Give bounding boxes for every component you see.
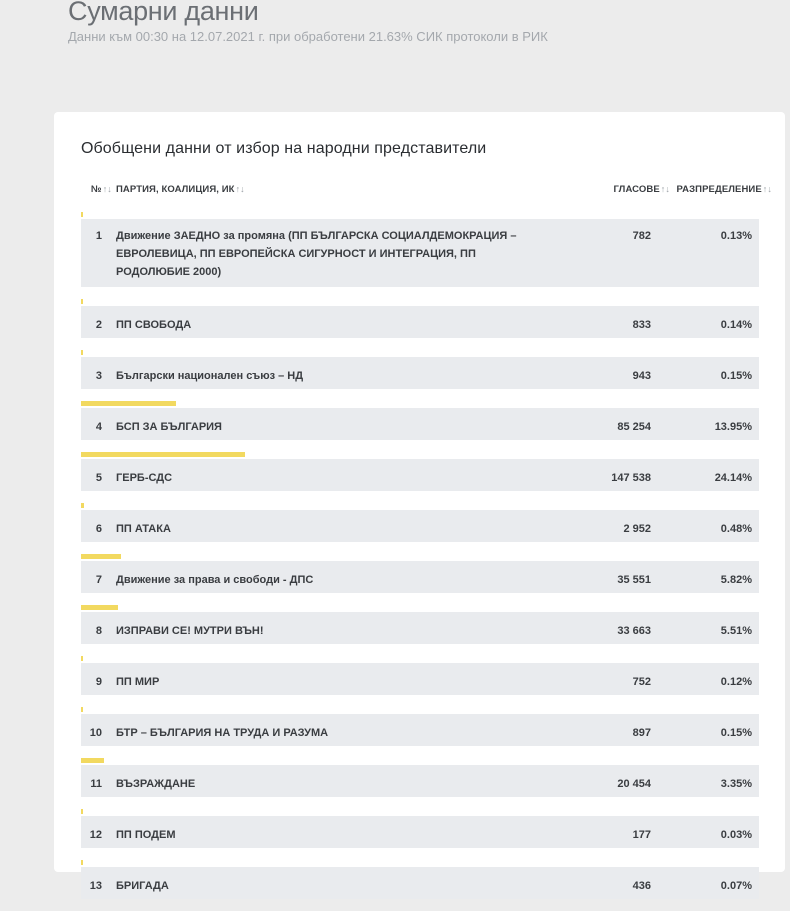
table-row: [81, 554, 759, 593]
table-row: [81, 452, 759, 491]
table-row: [81, 503, 759, 542]
sort-icon[interactable]: ↑↓: [235, 184, 245, 194]
votes-count: 20 454: [617, 778, 651, 790]
share-bar: [81, 758, 104, 763]
page-subtitle: Данни към 00:30 на 12.07.2021 г. при обработени 21.63% СИК протоколи в РИК: [68, 29, 548, 44]
column-header-party[interactable]: ПАРТИЯ, КОАЛИЦИЯ, ИК↑↓: [116, 184, 245, 195]
row-body: [81, 408, 759, 440]
votes-count: 833: [632, 319, 651, 331]
row-body: [81, 561, 759, 593]
row-number: 2: [95, 319, 102, 331]
table-row: [81, 605, 759, 644]
vote-share: 24.14%: [714, 472, 752, 484]
table-header: [81, 184, 772, 200]
vote-share: 5.51%: [720, 625, 752, 637]
party-name: БРИГАДА: [116, 880, 169, 892]
vote-share: 5.82%: [720, 574, 752, 586]
votes-count: 147 538: [611, 472, 651, 484]
row-number: 8: [95, 625, 102, 637]
share-bar: [81, 299, 83, 304]
row-number: 3: [95, 370, 102, 382]
vote-share: 13.95%: [714, 421, 752, 433]
row-body: [81, 765, 759, 797]
vote-share: 0.15%: [720, 727, 752, 739]
row-body: [81, 714, 759, 746]
party-name: Движение ЗАЕДНО за промяна (ПП БЪЛГАРСКА СОЦИАЛДЕМОКРАЦИЯ – ЕВРОЛЕВИЦА, ПП ЕВРОПЕЙСКА СИГУРНОСТ И ИНТЕГРАЦИЯ, ПП РОДОЛЮБИЕ 2000): [116, 230, 517, 278]
votes-count: 2 952: [623, 523, 651, 535]
share-bar: [81, 860, 83, 865]
share-bar: [81, 809, 83, 814]
row-number: 6: [95, 523, 102, 535]
row-body: [81, 306, 759, 338]
votes-count: 782: [632, 230, 651, 242]
share-bar: [81, 656, 83, 661]
vote-share: 0.15%: [720, 370, 752, 382]
share-bar: [81, 212, 83, 217]
party-name: Движение за права и свободи - ДПС: [116, 574, 314, 586]
table-row: [81, 401, 759, 440]
party-name: БСП ЗА БЪЛГАРИЯ: [116, 421, 222, 433]
card-title: Обобщени данни от избор на народни представители: [81, 140, 487, 157]
votes-count: 85 254: [617, 421, 651, 433]
vote-share: 0.48%: [720, 523, 752, 535]
row-number: 4: [95, 421, 102, 433]
row-body: [81, 663, 759, 695]
party-name: ПП МИР: [116, 676, 160, 688]
vote-share: 0.13%: [720, 230, 752, 242]
table-row: [81, 656, 759, 695]
row-number: 12: [89, 829, 102, 841]
row-body: [81, 357, 759, 389]
sort-icon[interactable]: ↑↓: [660, 184, 670, 194]
column-header-votes[interactable]: ГЛАСОВЕ↑↓: [613, 184, 670, 195]
row-body: [81, 510, 759, 542]
party-name: ПП АТАКА: [116, 523, 171, 535]
party-name: БТР – БЪЛГАРИЯ НА ТРУДА И РАЗУМА: [116, 727, 329, 739]
row-number: 11: [90, 778, 102, 790]
table-row: [81, 707, 759, 746]
vote-share: 0.14%: [720, 319, 752, 331]
row-number: 5: [95, 472, 102, 484]
sort-icon[interactable]: ↑↓: [102, 184, 112, 194]
share-bar: [81, 707, 83, 712]
share-bar: [81, 605, 118, 610]
votes-count: 752: [632, 676, 651, 688]
party-name: ВЪЗРАЖДАНЕ: [116, 778, 196, 790]
row-number: 7: [95, 574, 102, 586]
page-header: [68, 0, 548, 45]
party-name: ПП СВОБОДА: [116, 319, 192, 331]
column-header-share[interactable]: РАЗПРЕДЕЛЕНИЕ↑↓: [676, 184, 772, 195]
share-bar: [81, 554, 121, 559]
row-number: 10: [89, 727, 102, 739]
results-card: [54, 112, 785, 892]
results-table-body: [81, 212, 759, 911]
row-body: [81, 867, 759, 899]
share-bar: [81, 350, 83, 355]
row-number: 9: [95, 676, 102, 688]
row-body: [81, 612, 759, 644]
votes-count: 177: [632, 829, 651, 841]
vote-share: 0.03%: [720, 829, 752, 841]
table-row: [81, 299, 759, 338]
votes-count: 33 663: [617, 625, 651, 637]
table-row: [81, 860, 759, 899]
page-title: Сумарни данни: [68, 0, 259, 26]
vote-share: 0.12%: [720, 676, 752, 688]
votes-count: 897: [632, 727, 651, 739]
row-body: [81, 219, 759, 287]
table-row: [81, 758, 759, 797]
share-bar: [81, 401, 176, 406]
party-name: ИЗПРАВИ СЕ! МУТРИ ВЪН!: [116, 625, 264, 637]
share-bar: [81, 503, 84, 508]
row-body: [81, 459, 759, 491]
vote-share: 0.07%: [720, 880, 752, 892]
row-number: 1: [95, 230, 102, 242]
party-name: ПП ПОДЕМ: [116, 829, 176, 841]
row-body: [81, 816, 759, 848]
party-name: Български национален съюз – НД: [116, 370, 304, 382]
votes-count: 943: [632, 370, 651, 382]
table-row: [81, 212, 759, 287]
table-row: [81, 350, 759, 389]
party-name: ГЕРБ-СДС: [116, 472, 173, 484]
sort-icon[interactable]: ↑↓: [762, 184, 772, 194]
row-number: 13: [89, 880, 102, 892]
votes-count: 35 551: [617, 574, 651, 586]
share-bar: [81, 452, 245, 457]
vote-share: 3.35%: [720, 778, 752, 790]
votes-count: 436: [632, 880, 651, 892]
table-row: [81, 809, 759, 848]
column-header-num[interactable]: №↑↓: [91, 184, 112, 195]
